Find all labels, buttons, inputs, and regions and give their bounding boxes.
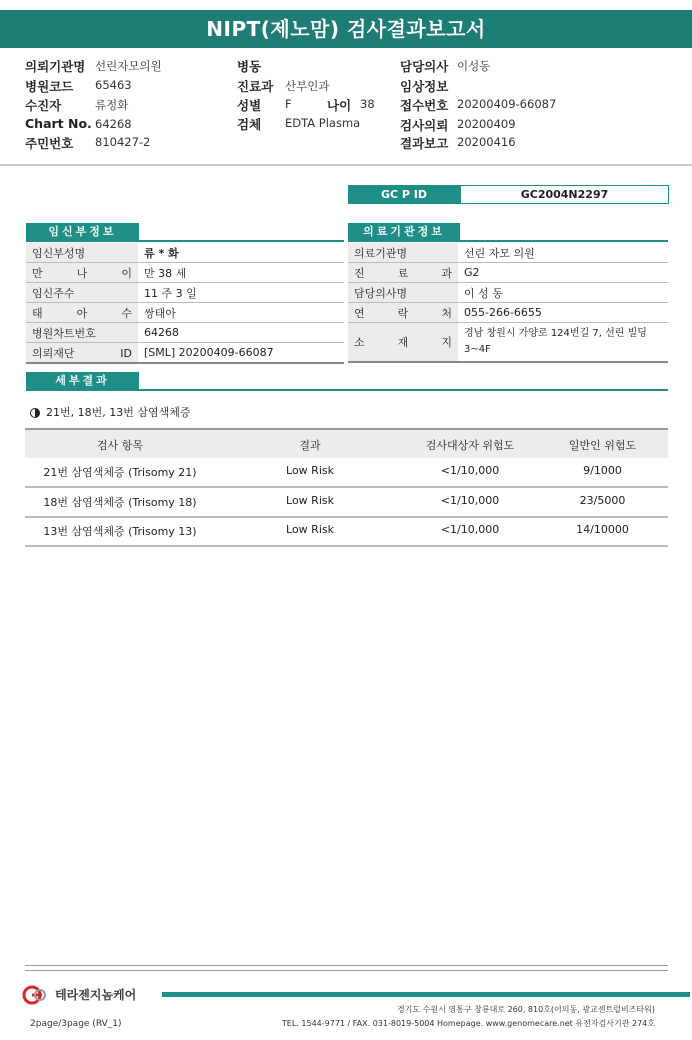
detail-section-title: 세부결과 — [26, 372, 139, 390]
age-label: 나이 — [327, 98, 352, 113]
result-cell: 21번 삼염색체증 (Trisomy 21) — [43, 466, 197, 479]
report-title: NIPT(제노맘) 검사결과보고서 — [0, 10, 692, 48]
table-row — [26, 263, 344, 283]
info-value: 선린 자모 의원 — [458, 243, 668, 263]
header-label: 진료과 — [237, 79, 274, 94]
info-value: 만 38 세 — [138, 263, 344, 283]
table-row — [348, 263, 668, 283]
logo-text: 테라젠지놈케어 — [55, 988, 137, 1002]
info-value: 64268 — [138, 323, 344, 343]
header-label: 주민번호 — [25, 136, 74, 151]
table-row — [348, 323, 668, 363]
header-value: 이성동 — [457, 59, 491, 73]
pregnancy-section-title: 임신부정보 — [26, 223, 139, 241]
gcpid-label: GC P ID — [348, 185, 460, 204]
result-cell: <1/10,000 — [440, 523, 500, 536]
header-label: 담당의사 — [400, 59, 449, 74]
header-divider — [0, 164, 692, 166]
column-header: 일반인 위험도 — [568, 439, 637, 452]
table-row — [26, 303, 344, 323]
header-value: F — [285, 97, 292, 111]
table-row — [26, 243, 344, 263]
column-header: 검사 항목 — [96, 439, 143, 452]
section-underline — [26, 240, 344, 242]
result-cell: Low Risk — [286, 494, 334, 507]
header-value: 류정화 — [95, 98, 129, 112]
clinic-section-title: 의료기관정보 — [348, 223, 460, 241]
header-label: 의뢰기관명 — [25, 59, 86, 74]
header-value: 산부인과 — [285, 79, 330, 93]
footer-address: 경기도 수원시 영통구 창룡대로 260, 810호(이의동, 광교센트럴비즈타워) — [396, 1005, 655, 1014]
info-value: 경남 창원시 가양로 124번길 7, 선린 빌딩 3~4F — [458, 323, 668, 363]
column-header: 검사대상자 위험도 — [425, 439, 515, 452]
table-row — [25, 457, 668, 488]
result-cell: Low Risk — [286, 464, 334, 477]
table-row — [26, 323, 344, 343]
logo-g-icon — [22, 985, 50, 1005]
header-label: Chart No. — [25, 116, 92, 131]
header-label: 성별 — [237, 98, 262, 113]
clinic-info-table — [348, 243, 668, 363]
result-cell: <1/10,000 — [440, 494, 500, 507]
section-underline — [348, 240, 668, 242]
company-logo — [22, 984, 136, 1005]
info-value: 055-266-6655 — [458, 303, 668, 323]
header-value: 20200409-66087 — [457, 97, 557, 111]
half-circle-icon — [30, 408, 40, 418]
result-cell: 14/10000 — [576, 523, 629, 536]
result-cell: 9/1000 — [583, 464, 622, 477]
table-row — [26, 283, 344, 303]
header-value: 64268 — [95, 117, 132, 131]
table-row — [26, 343, 344, 364]
detail-subtitle: 21번, 18번, 13번 삼염색체증 — [46, 406, 191, 419]
header-value: 20200409 — [457, 117, 516, 131]
age-value: 38 — [360, 97, 375, 111]
info-key: 담당의사명 — [348, 283, 458, 303]
table-row — [25, 487, 668, 518]
header-value: EDTA Plasma — [285, 116, 361, 130]
info-key: 의뢰재단 ID — [26, 343, 138, 364]
header-value: 선린자모의원 — [95, 59, 162, 73]
results-header-row — [25, 428, 668, 458]
header-label: 검체 — [237, 117, 262, 132]
info-value: 쌍태아 — [138, 303, 344, 323]
header-label: 검사의뢰 — [400, 118, 449, 133]
pregnancy-info-table — [26, 243, 344, 364]
info-key: 병원차트번호 — [26, 323, 138, 343]
info-value: 이 성 동 — [458, 283, 668, 303]
info-key: 소 재 지 — [348, 323, 458, 363]
header-label: 접수번호 — [400, 98, 449, 113]
result-cell: Low Risk — [286, 523, 334, 536]
header-value: 20200416 — [457, 135, 516, 149]
info-key: 임신부성명 — [26, 243, 138, 263]
header-value: 810427-2 — [95, 135, 151, 149]
result-cell: <1/10,000 — [440, 464, 500, 477]
footer-divider — [25, 970, 668, 971]
footer-divider — [25, 965, 668, 966]
table-row — [25, 516, 668, 547]
section-underline — [26, 389, 668, 391]
footer-contact: TEL. 1544-9771 / FAX. 031-8019-5004 Homepage. www.genomecare.net 유전자검사기관 274호 — [281, 1019, 655, 1028]
detail-subtitle-wrap — [30, 404, 190, 420]
info-key: 연 락 처 — [348, 303, 458, 323]
gcpid-value: GC2004N2297 — [460, 185, 669, 204]
info-key: 임신주수 — [26, 283, 138, 303]
info-key: 진 료 과 — [348, 263, 458, 283]
column-header: 결과 — [299, 439, 321, 452]
info-value: [SML] 20200409-66087 — [138, 343, 344, 364]
header-label: 병동 — [237, 59, 262, 74]
info-key: 의료기관명 — [348, 243, 458, 263]
table-row — [348, 283, 668, 303]
result-cell: 23/5000 — [579, 494, 626, 507]
info-key: 만 나 이 — [26, 263, 138, 283]
result-cell: 13번 삼염색체증 (Trisomy 13) — [43, 525, 197, 538]
result-cell: 18번 삼염색체증 (Trisomy 18) — [43, 496, 197, 509]
info-value: G2 — [458, 263, 668, 283]
header-label: 임상정보 — [400, 79, 449, 94]
page-number: 2page/3page (RV_1) — [30, 1019, 122, 1029]
info-value: 류 * 화 — [138, 243, 344, 263]
header-label: 결과보고 — [400, 136, 449, 151]
table-row — [348, 303, 668, 323]
table-row — [348, 243, 668, 263]
header-label: 병원코드 — [25, 79, 74, 94]
footer-accent-bar — [162, 992, 690, 997]
info-key: 태 아 수 — [26, 303, 138, 323]
header-value: 65463 — [95, 78, 132, 92]
info-value: 11 주 3 일 — [138, 283, 344, 303]
header-label: 수진자 — [25, 98, 62, 113]
